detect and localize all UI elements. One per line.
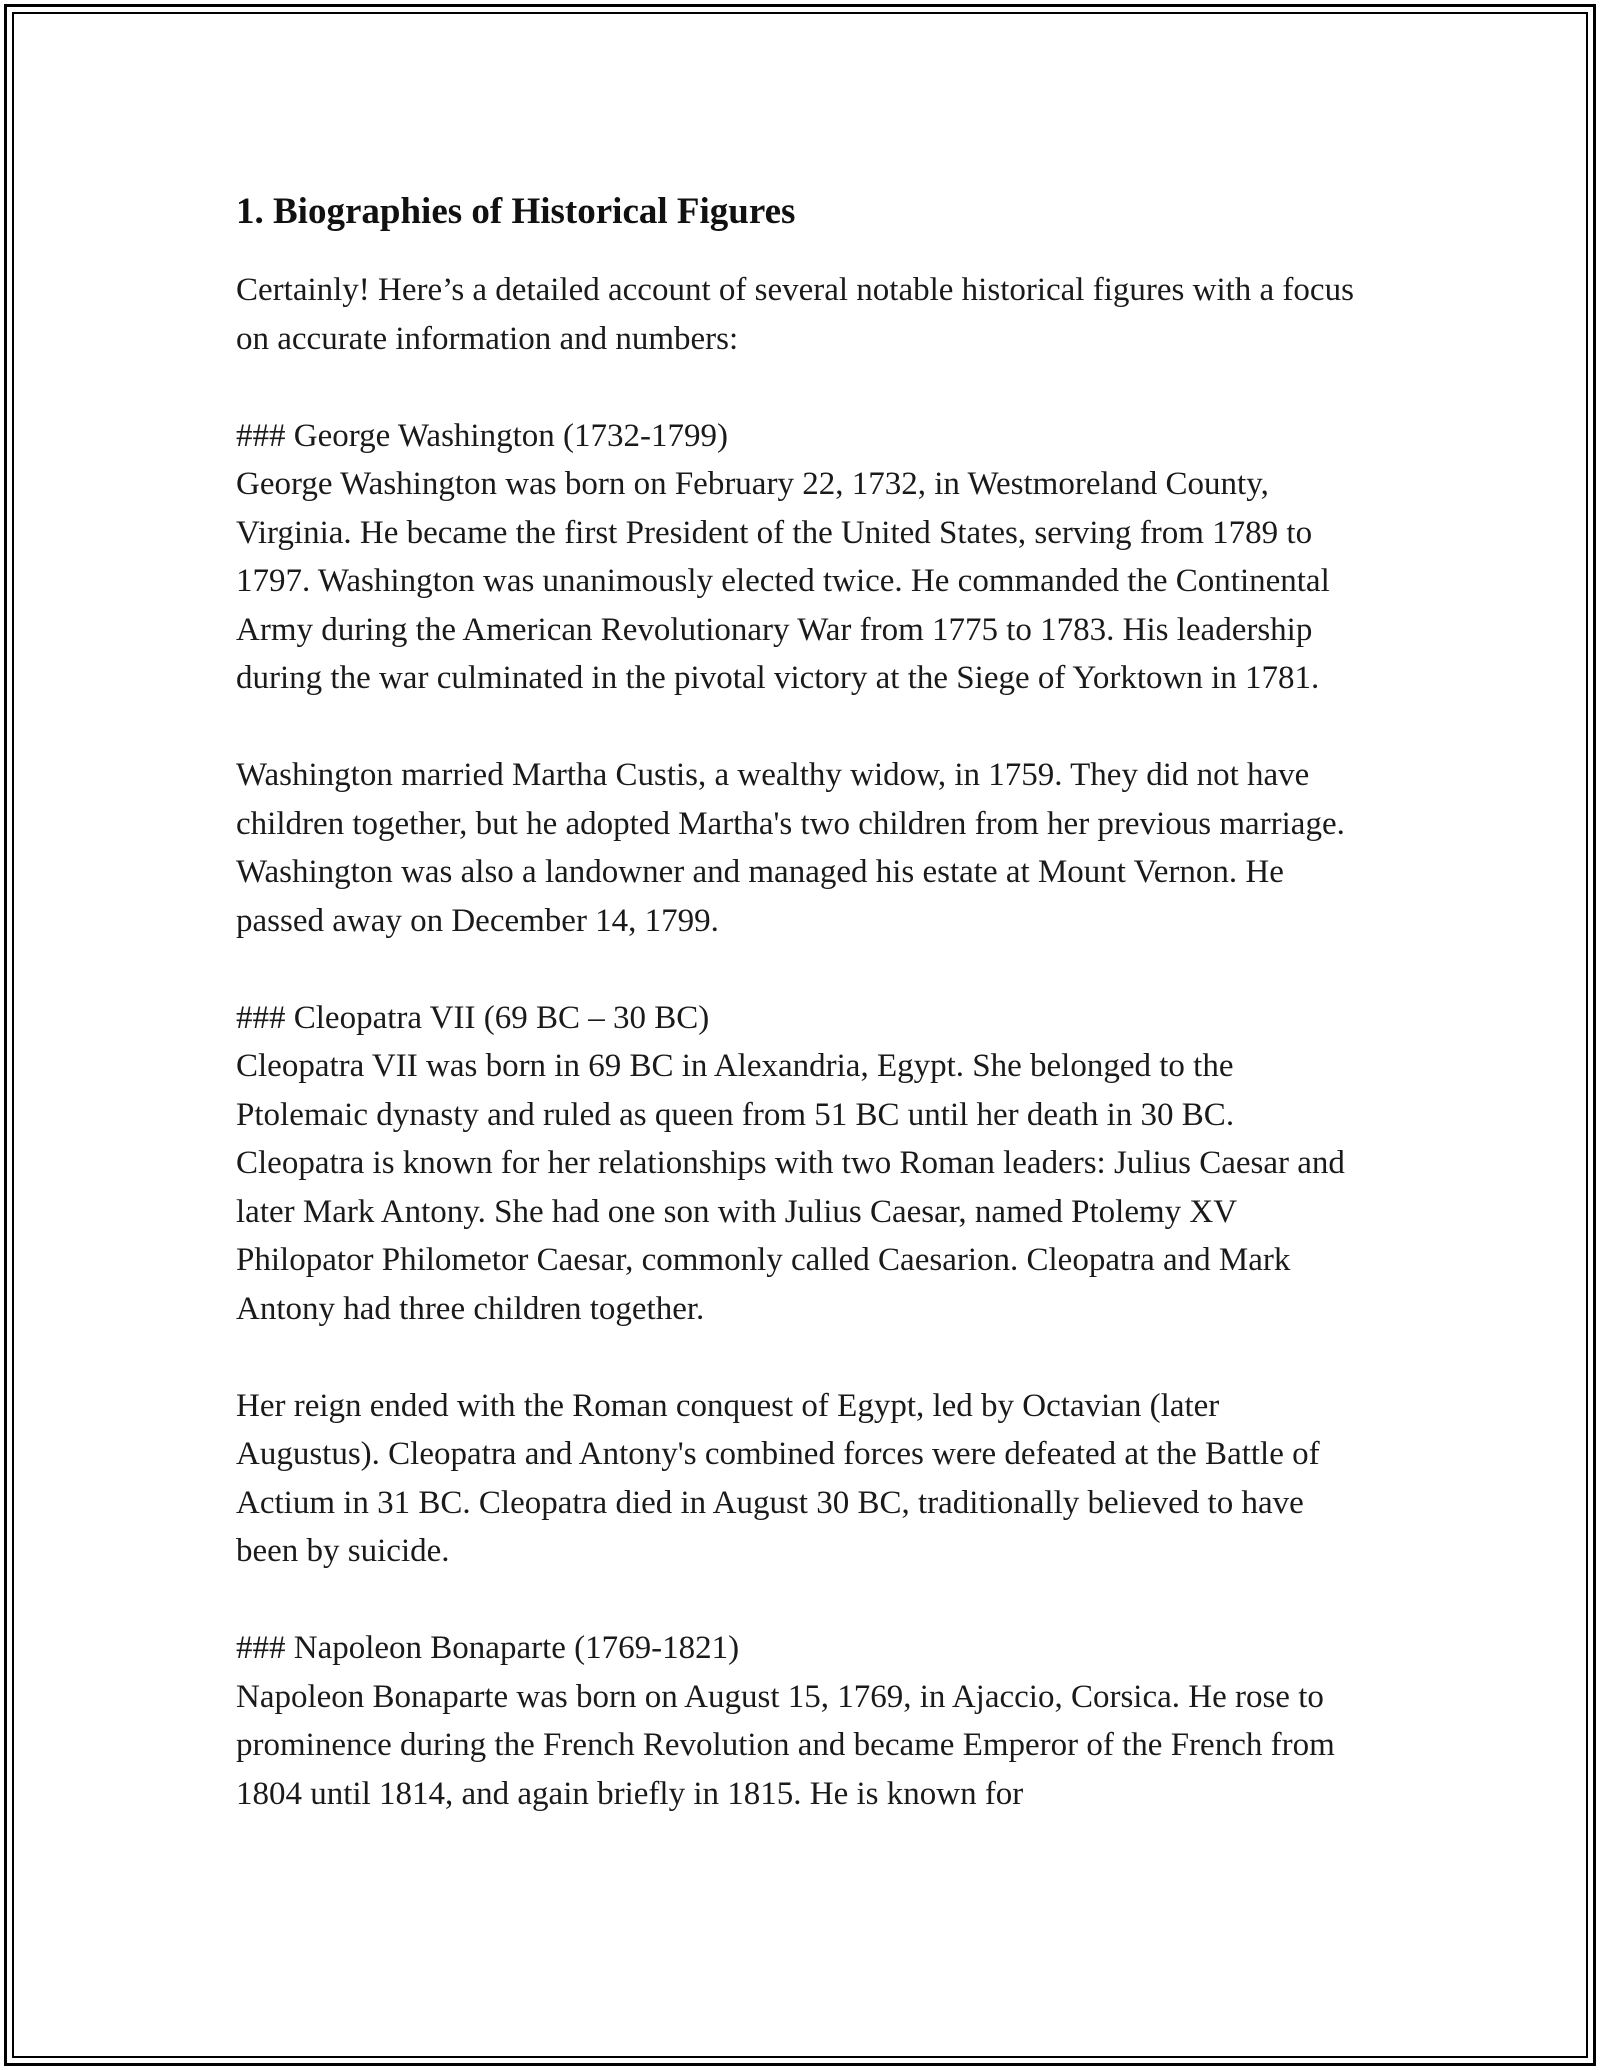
section-heading-washington: ### George Washington (1732-1799) bbox=[236, 417, 728, 454]
spacer bbox=[236, 703, 1366, 752]
washington-paragraph-1: George Washington was born on February 22, 1732, in Westmoreland County, Virginia. He became the first President of the United States, serving from 1789 to 1797. Washington was unanimously elected twice. He commanded the Continental Army during the American Revolutionary War from 1775 to 1783. His leadership during the war culminated in the pivotal victory at the Siege of Yorktown in 1781. bbox=[236, 466, 1330, 696]
spacer bbox=[236, 363, 1366, 412]
document-heading: 1. Biographies of Historical Figures bbox=[236, 191, 796, 232]
cleopatra-paragraph-1: Cleopatra VII was born in 69 BC in Alexandria, Egypt. She belonged to the Ptolemaic dynasty and ruled as queen from 51 BC until her death in 30 BC. Cleopatra is known for her relationships with two Roman leaders: Julius Caesar and later Mark Antony. She had one son with Julius Caesar, named Ptolemy XV Philopator Philometor Caesar, commonly called Caesarion. Cleopatra and Mark Antony had three children together. bbox=[236, 1048, 1345, 1327]
spacer bbox=[236, 1333, 1366, 1382]
cleopatra-paragraph-2: Her reign ended with the Roman conquest of Egypt, led by Octavian (later Augustus). Cleopatra and Antony's combined forces were defeated at the Battle of Actium in 31 BC. Cleopatra died in August 30 BC, traditionally believed to have been by suicide. bbox=[236, 1387, 1320, 1569]
section-heading-cleopatra: ### Cleopatra VII (69 BC – 30 BC) bbox=[236, 999, 710, 1036]
spacer bbox=[236, 1576, 1366, 1625]
spacer bbox=[236, 945, 1366, 994]
intro-paragraph: Certainly! Here’s a detailed account of several notable historical figures with a focus on accurate information and numbers: bbox=[236, 272, 1354, 357]
document-body bbox=[236, 186, 1366, 1818]
washington-paragraph-2: Washington married Martha Custis, a wealthy widow, in 1759. They did not have children together, but he adopted Martha's two children from her previous marriage. Washington was also a landowner and managed his estate at Mount Vernon. He passed away on December 14, 1799. bbox=[236, 757, 1345, 939]
napoleon-paragraph-1: Napoleon Bonaparte was born on August 15, 1769, in Ajaccio, Corsica. He rose to prominence during the French Revolution and became Emperor of the French from 1804 until 1814, and again briefly in 1815. He is known for bbox=[236, 1678, 1335, 1812]
section-heading-napoleon: ### Napoleon Bonaparte (1769-1821) bbox=[236, 1630, 740, 1666]
